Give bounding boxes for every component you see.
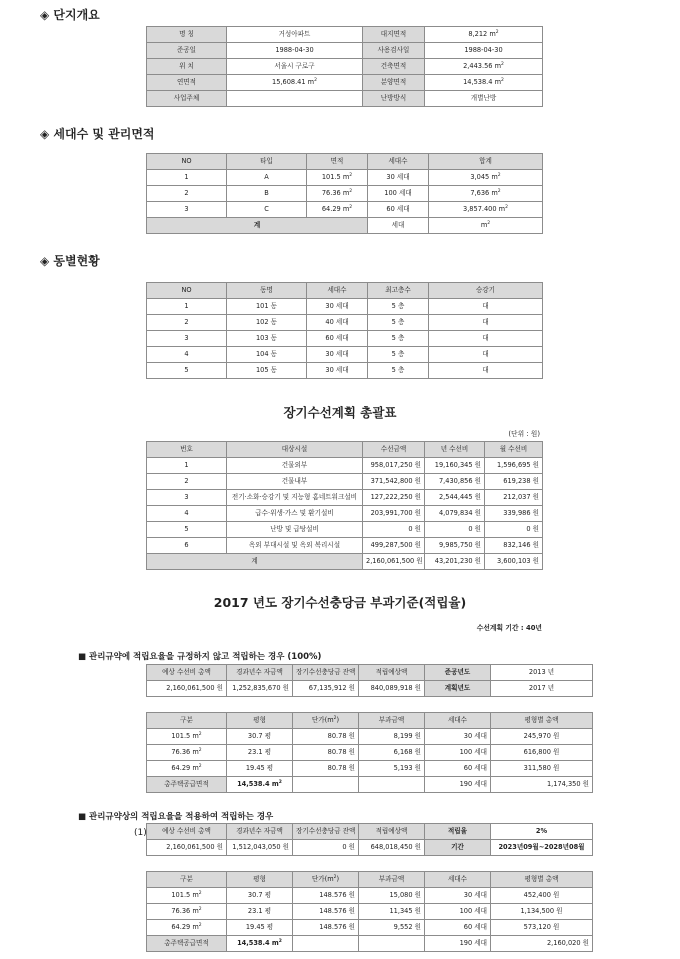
table-cell: 1988-04-30 — [425, 43, 543, 59]
header-cell: 평형 — [227, 713, 293, 729]
overview-body — [147, 27, 543, 107]
header-cell: 예상 수선비 총액 — [147, 665, 227, 681]
case-a-body — [147, 713, 593, 793]
table-cell: 거성아파트 — [227, 27, 363, 43]
total-label: 계 — [147, 218, 368, 234]
case-b-mark: (1) — [134, 828, 147, 838]
table-cell: 19.45 평 — [227, 761, 293, 777]
table-cell: 0 원 — [485, 522, 543, 538]
header-cell: 부과금액 — [359, 713, 425, 729]
header-cell: 예상 수선비 총액 — [147, 824, 227, 840]
buildings-table — [146, 282, 543, 379]
table-cell: 648,018,450 원 — [359, 840, 425, 856]
table-cell: 203,991,700 원 — [363, 506, 425, 522]
table-cell: 101.5 $m^2$ — [147, 888, 227, 904]
header-cell: 연면적 — [147, 75, 227, 91]
table-cell: 5 — [147, 363, 227, 379]
table-row — [147, 299, 543, 315]
table-row — [147, 506, 543, 522]
table-cell: 0 원 — [293, 840, 359, 856]
table-cell: 11,345 원 — [359, 904, 425, 920]
table-cell: 76.36 $m^2$ — [307, 186, 368, 202]
table-cell: 14,538.4 $m^2$ — [227, 777, 293, 793]
header-cell: 적립예상액 — [359, 665, 425, 681]
table-row — [147, 538, 543, 554]
table-cell: 8,199 원 — [359, 729, 425, 745]
header-cell: 최고층수 — [368, 283, 429, 299]
header-cell: 세대수 — [425, 872, 491, 888]
case-a-summary-body — [147, 665, 593, 697]
table-cell: 30 세대 — [425, 729, 491, 745]
case-b-summary-body — [147, 824, 593, 856]
table-cell: 9,985,750 원 — [425, 538, 485, 554]
table-cell — [293, 936, 359, 952]
table-row — [147, 27, 543, 43]
table-cell: 19.45 평 — [227, 920, 293, 936]
households-title: ◈ 세대수 및 관리면적 — [40, 127, 155, 141]
table-row — [147, 936, 593, 952]
table-cell: 2023년09월~2028년08월 — [491, 840, 593, 856]
header-cell: 세대수 — [425, 713, 491, 729]
header-cell: 위 치 — [147, 59, 227, 75]
table-row — [147, 872, 593, 888]
header-cell: 구분 — [147, 713, 227, 729]
table-cell: 2013 년 — [491, 665, 593, 681]
table-row — [147, 283, 543, 299]
table-cell: 148.576 원 — [293, 920, 359, 936]
table-cell: 건물내부 — [227, 474, 363, 490]
table-cell: 67,135,912 원 — [293, 681, 359, 697]
table-cell: 619,238 원 — [485, 474, 543, 490]
table-cell: 기간 — [425, 840, 491, 856]
table-cell: 148.576 원 — [293, 904, 359, 920]
table-row — [147, 347, 543, 363]
table-cell: 104 동 — [227, 347, 307, 363]
header-cell: 준공일 — [147, 43, 227, 59]
table-cell: 371,542,800 원 — [363, 474, 425, 490]
table-cell: 2,160,020 원 — [491, 936, 593, 952]
table-cell: 19,160,345 원 — [425, 458, 485, 474]
table-cell: 서울시 구로구 — [227, 59, 363, 75]
header-cell: 대지면적 — [363, 27, 425, 43]
table-cell: 15,080 원 — [359, 888, 425, 904]
table-cell: 2,160,061,500 원 — [147, 840, 227, 856]
table-cell: 2 — [147, 474, 227, 490]
header-cell: 면적 — [307, 154, 368, 170]
table-cell: 148.576 원 — [293, 888, 359, 904]
table-cell: 난방 및 급탕설비 — [227, 522, 363, 538]
header-cell: 평형별 총액 — [491, 872, 593, 888]
header-cell: 번호 — [147, 442, 227, 458]
overview-title: ◈ 단지개요 — [40, 8, 100, 22]
table-cell: 0 원 — [363, 522, 425, 538]
table-cell: 1 — [147, 170, 227, 186]
table-cell: 5 층 — [368, 347, 429, 363]
header-cell: 수선금액 — [363, 442, 425, 458]
table-cell: 30.7 평 — [227, 729, 293, 745]
table-cell: 1 — [147, 299, 227, 315]
case-b-summary — [146, 823, 593, 856]
table-cell: 건물외부 — [227, 458, 363, 474]
table-cell: 급수·위생·가스 및 환기설비 — [227, 506, 363, 522]
table-cell: 616,800 원 — [491, 745, 593, 761]
table-cell: 14,538.4 $m^2$ — [425, 75, 543, 91]
header-cell: 평형별 총액 — [491, 713, 593, 729]
table-cell: 80.78 원 — [293, 729, 359, 745]
table-cell: 3,600,103 원 — [485, 554, 543, 570]
table-cell: 311,580 원 — [491, 761, 593, 777]
header-cell: 적립예상액 — [359, 824, 425, 840]
table-row — [147, 761, 593, 777]
table-cell: 5 층 — [368, 363, 429, 379]
table-cell: 대 — [429, 331, 543, 347]
header-cell: 장기수선충당금 잔액 — [293, 665, 359, 681]
table-cell: 세대 — [368, 218, 429, 234]
table-cell: 127,222,250 원 — [363, 490, 425, 506]
table-cell: 212,037 원 — [485, 490, 543, 506]
table-cell: 100 세대 — [368, 186, 429, 202]
table-row — [147, 681, 593, 697]
table-cell: 4 — [147, 506, 227, 522]
table-row — [147, 315, 543, 331]
table-row — [147, 442, 543, 458]
table-cell: 14,538.4 $m^2$ — [227, 936, 293, 952]
table-cell — [227, 91, 363, 107]
table-row — [147, 458, 543, 474]
table-cell: 6,168 원 — [359, 745, 425, 761]
table-cell: 30 세대 — [368, 170, 429, 186]
table-cell: 101.5 $m^2$ — [147, 729, 227, 745]
table-cell: 2,544,445 원 — [425, 490, 485, 506]
table-cell — [359, 777, 425, 793]
buildings-body — [147, 283, 543, 379]
table-cell: 30 세대 — [307, 347, 368, 363]
table-cell: 준공년도 — [425, 665, 491, 681]
table-cell: 2017 년 — [491, 681, 593, 697]
table-cell: 대 — [429, 299, 543, 315]
table-cell: 339,986 원 — [485, 506, 543, 522]
header-cell: 사용검사일 — [363, 43, 425, 59]
table-cell: B — [227, 186, 307, 202]
table-cell: 80.78 원 — [293, 745, 359, 761]
table-cell: 60 세대 — [307, 331, 368, 347]
table-row — [147, 186, 543, 202]
table-cell: 100 세대 — [425, 904, 491, 920]
table-cell — [293, 777, 359, 793]
households-body — [147, 154, 543, 234]
table-row — [147, 840, 593, 856]
table-cell: 190 세대 — [425, 777, 491, 793]
table-cell: 6 — [147, 538, 227, 554]
header-cell: 단가$(m^2)$ — [293, 713, 359, 729]
levy-period: 수선계획 기간 : 40년 — [476, 624, 542, 632]
buildings-title: ◈ 동별현황 — [40, 254, 100, 268]
table-cell: 245,970 원 — [491, 729, 593, 745]
table-row — [147, 91, 543, 107]
table-cell: 102 동 — [227, 315, 307, 331]
header-cell: 타입 — [227, 154, 307, 170]
table-cell: 1,252,835,670 원 — [227, 681, 293, 697]
table-cell: 1,512,043,050 원 — [227, 840, 293, 856]
table-row — [147, 713, 593, 729]
plan-body — [147, 442, 543, 570]
table-cell: 4 — [147, 347, 227, 363]
table-cell: 대 — [429, 363, 543, 379]
table-cell: 60 세대 — [425, 920, 491, 936]
header-cell: 년 수선비 — [425, 442, 485, 458]
case-b-body — [147, 872, 593, 952]
table-cell: 5 — [147, 522, 227, 538]
case-b-title: ■ 관리규약상의 적립요율을 적용하여 적립하는 경우 — [78, 812, 274, 822]
header-cell: 사업주체 — [147, 91, 227, 107]
case-a-summary — [146, 664, 593, 697]
table-cell: C — [227, 202, 307, 218]
table-cell: 64.29 $m^2$ — [147, 920, 227, 936]
table-row — [147, 522, 543, 538]
table-cell: 7,430,856 원 — [425, 474, 485, 490]
table-cell: 적립율 — [425, 824, 491, 840]
table-row — [147, 59, 543, 75]
table-cell: 15,608.41 $m^2$ — [227, 75, 363, 91]
table-row — [147, 904, 593, 920]
table-row — [147, 202, 543, 218]
table-cell: 190 세대 — [425, 936, 491, 952]
table-cell: 2,160,061,500 원 — [363, 554, 425, 570]
header-cell: 승강기 — [429, 283, 543, 299]
table-row — [147, 888, 593, 904]
table-cell: 3,857.400 $m^2$ — [429, 202, 543, 218]
table-cell: 대 — [429, 347, 543, 363]
table-row — [147, 745, 593, 761]
table-row — [147, 170, 543, 186]
table-cell: 전기·소화·승강기 및 지능형 홈네트워크설비 — [227, 490, 363, 506]
table-cell: 103 동 — [227, 331, 307, 347]
table-cell: 60 세대 — [425, 761, 491, 777]
table-cell: 9,552 원 — [359, 920, 425, 936]
table-cell: 23.1 평 — [227, 904, 293, 920]
table-cell: 30 세대 — [307, 299, 368, 315]
table-cell: 8,212 $m^2$ — [425, 27, 543, 43]
table-cell: 1988-04-30 — [227, 43, 363, 59]
table-cell: 3,045 $m^2$ — [429, 170, 543, 186]
table-cell: 1,596,695 원 — [485, 458, 543, 474]
header-cell: 건축면적 — [363, 59, 425, 75]
table-cell: 43,201,230 원 — [425, 554, 485, 570]
table-cell: 840,089,918 원 — [359, 681, 425, 697]
header-cell: 분양면적 — [363, 75, 425, 91]
case-a-title: ■ 관리규약에 적립요율을 규정하지 않고 적립하는 경우 (100%) — [78, 652, 322, 662]
table-cell: 계획년도 — [425, 681, 491, 697]
table-cell: 80.78 원 — [293, 761, 359, 777]
case-a-table — [146, 712, 593, 793]
table-cell: $m^2$ — [429, 218, 543, 234]
table-cell: 30 세대 — [425, 888, 491, 904]
table-cell: 3 — [147, 331, 227, 347]
table-cell: 3 — [147, 202, 227, 218]
table-cell: 5,193 원 — [359, 761, 425, 777]
plan-unit: (단위 : 원) — [508, 430, 540, 438]
header-cell: 부과금액 — [359, 872, 425, 888]
table-row — [147, 218, 543, 234]
table-cell: 958,017,250 원 — [363, 458, 425, 474]
table-cell: 7,636 $m^2$ — [429, 186, 543, 202]
table-cell: 101.5 $m^2$ — [307, 170, 368, 186]
table-cell: 옥외 부대시설 및 옥외 복리시설 — [227, 538, 363, 554]
total-label: 계 — [147, 554, 363, 570]
header-cell: 평형 — [227, 872, 293, 888]
table-cell: 5 층 — [368, 331, 429, 347]
table-cell: 2 — [147, 315, 227, 331]
table-cell: 30 세대 — [307, 363, 368, 379]
table-cell: 2% — [491, 824, 593, 840]
table-row — [147, 363, 543, 379]
table-row — [147, 331, 543, 347]
table-row — [147, 777, 593, 793]
table-cell: 452,400 원 — [491, 888, 593, 904]
header-cell: 동명 — [227, 283, 307, 299]
table-cell: 1,134,500 원 — [491, 904, 593, 920]
total-label: 총주택공급면적 — [147, 777, 227, 793]
overview-table — [146, 26, 543, 107]
table-cell: 1,174,350 원 — [491, 777, 593, 793]
table-cell: 76.36 $m^2$ — [147, 745, 227, 761]
table-row — [147, 75, 543, 91]
header-cell: NO — [147, 154, 227, 170]
table-cell: 499,287,500 원 — [363, 538, 425, 554]
table-cell: 105 동 — [227, 363, 307, 379]
table-cell: 2,160,061,500 원 — [147, 681, 227, 697]
table-row — [147, 824, 593, 840]
header-cell: NO — [147, 283, 227, 299]
table-cell: 40 세대 — [307, 315, 368, 331]
table-row — [147, 729, 593, 745]
table-cell: 5 층 — [368, 315, 429, 331]
header-cell: 구분 — [147, 872, 227, 888]
header-cell: 합계 — [429, 154, 543, 170]
header-cell: 경과년수 자금액 — [227, 824, 293, 840]
table-cell: 대 — [429, 315, 543, 331]
header-cell: 대상시설 — [227, 442, 363, 458]
table-cell: 23.1 평 — [227, 745, 293, 761]
table-cell: 76.36 $m^2$ — [147, 904, 227, 920]
table-cell: 60 세대 — [368, 202, 429, 218]
table-cell: 30.7 평 — [227, 888, 293, 904]
table-cell: 4,079,834 원 — [425, 506, 485, 522]
header-cell: 난방방식 — [363, 91, 425, 107]
table-cell — [359, 936, 425, 952]
table-cell: 64.29 $m^2$ — [147, 761, 227, 777]
table-row — [147, 554, 543, 570]
case-b-table — [146, 871, 593, 952]
levy-title: 2017 년도 장기수선충당금 부과기준(적립율) — [213, 595, 467, 610]
table-cell: 개별난방 — [425, 91, 543, 107]
table-cell: 101 동 — [227, 299, 307, 315]
table-row — [147, 43, 543, 59]
table-cell: 1 — [147, 458, 227, 474]
table-row — [147, 474, 543, 490]
header-cell: 세대수 — [307, 283, 368, 299]
plan-title: 장기수선계획 총괄표 — [283, 405, 397, 420]
table-row — [147, 920, 593, 936]
table-row — [147, 154, 543, 170]
table-cell: 573,120 원 — [491, 920, 593, 936]
header-cell: 세대수 — [368, 154, 429, 170]
table-cell: A — [227, 170, 307, 186]
table-cell: 64.29 $m^2$ — [307, 202, 368, 218]
header-cell: 월 수선비 — [485, 442, 543, 458]
header-cell: 단가$(m^2)$ — [293, 872, 359, 888]
header-cell: 명 칭 — [147, 27, 227, 43]
header-cell: 경과년수 자금액 — [227, 665, 293, 681]
table-cell: 100 세대 — [425, 745, 491, 761]
table-cell: 2,443.56 $m^2$ — [425, 59, 543, 75]
table-row — [147, 665, 593, 681]
table-cell: 3 — [147, 490, 227, 506]
plan-table — [146, 441, 543, 570]
table-cell: 0 원 — [425, 522, 485, 538]
table-cell: 832,146 원 — [485, 538, 543, 554]
table-cell: 2 — [147, 186, 227, 202]
table-cell: 5 층 — [368, 299, 429, 315]
total-label: 총주택공급면적 — [147, 936, 227, 952]
households-table — [146, 153, 543, 234]
table-row — [147, 490, 543, 506]
header-cell: 장기수선충당금 잔액 — [293, 824, 359, 840]
